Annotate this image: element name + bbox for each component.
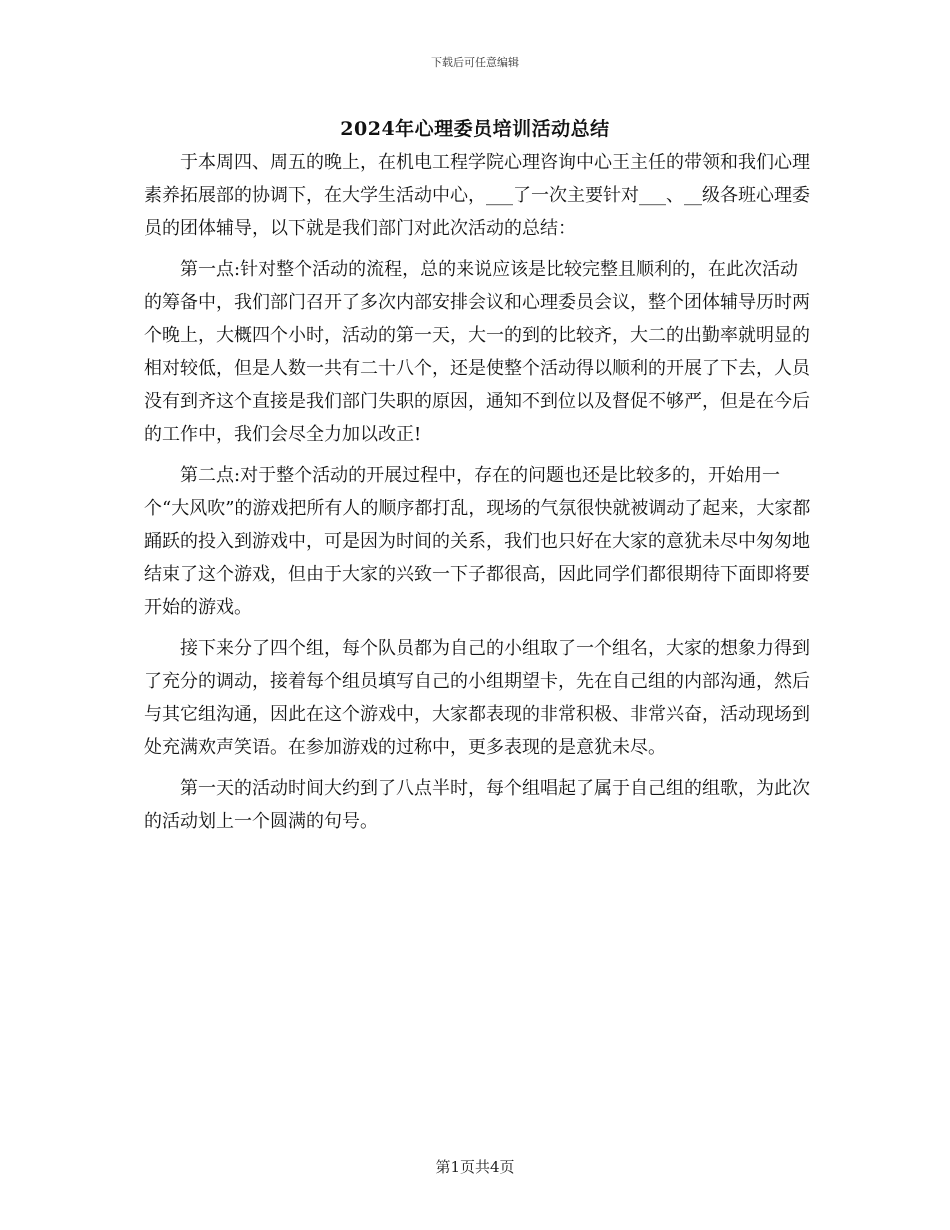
header-note: 下载后可任意编辑 (431, 56, 519, 69)
paragraph-point-one: 第一点:针对整个活动的流程，总的来说应该是比较完整且顺利的，在此次活动的筹备中，我们部门召开了多次内部安排会议和心理委员会议，整个团体辅导历时两个晚上，大概四个小时，活动的第一天，大一的到的比较齐，大二的出勤率就明显的相对较低，但是人数一共有二十八个，还是使整个活动得以顺利的开展了下去，人员没有到齐这个直接是我们部门失职的原因，通知不到位以及督促不够严，但是在今后的工作中，我们会尽全力加以改正! (144, 259, 810, 445)
paragraph-intro: 于本周四、周五的晚上，在机电工程学院心理咨询中心王主任的带领和我们心理素养拓展部的协调下，在大学生活动中心，___了一次主要针对___、__级各班心理委员的团体辅导，以下就是我们部门对此次活动的总结： (144, 152, 810, 239)
paragraph-point-two: 第二点:对于整个活动的开展过程中，存在的问题也还是比较多的，开始用一个“大风吹”的游戏把所有人的顺序都打乱，现场的气氛很快就被调动了起来，大家都踊跃的投入到游戏中，可是因为时间的关系，我们也只好在大家的意犹未尽中匆匆地结束了这个游戏，但由于大家的兴致一下子都很高，因此同学们都很期待下面即将要开始的游戏。 (144, 465, 811, 618)
document-body (144, 146, 816, 846)
document-title: 2024年心理委员培训活动总结 (340, 118, 610, 140)
paragraph-groups: 接下来分了四个组，每个队员都为自己的小组取了一个组名，大家的想象力得到了充分的调动，接着每个组员填写自己的小组期望卡，先在自己组的内部沟通，然后与其它组沟通，因此在这个游戏中，大家都表现的非常积极、非常兴奋，活动现场到处充满欢声笑语。在参加游戏的过称中，更多表现的是意犹未尽。 (144, 638, 810, 758)
paragraph-closing: 第一天的活动时间大约到了八点半时，每个组唱起了属于自己组的组歌，为此次的活动划上一个圆满的句号。 (144, 778, 810, 832)
page-indicator: 第1页共4页 (435, 1158, 515, 1176)
